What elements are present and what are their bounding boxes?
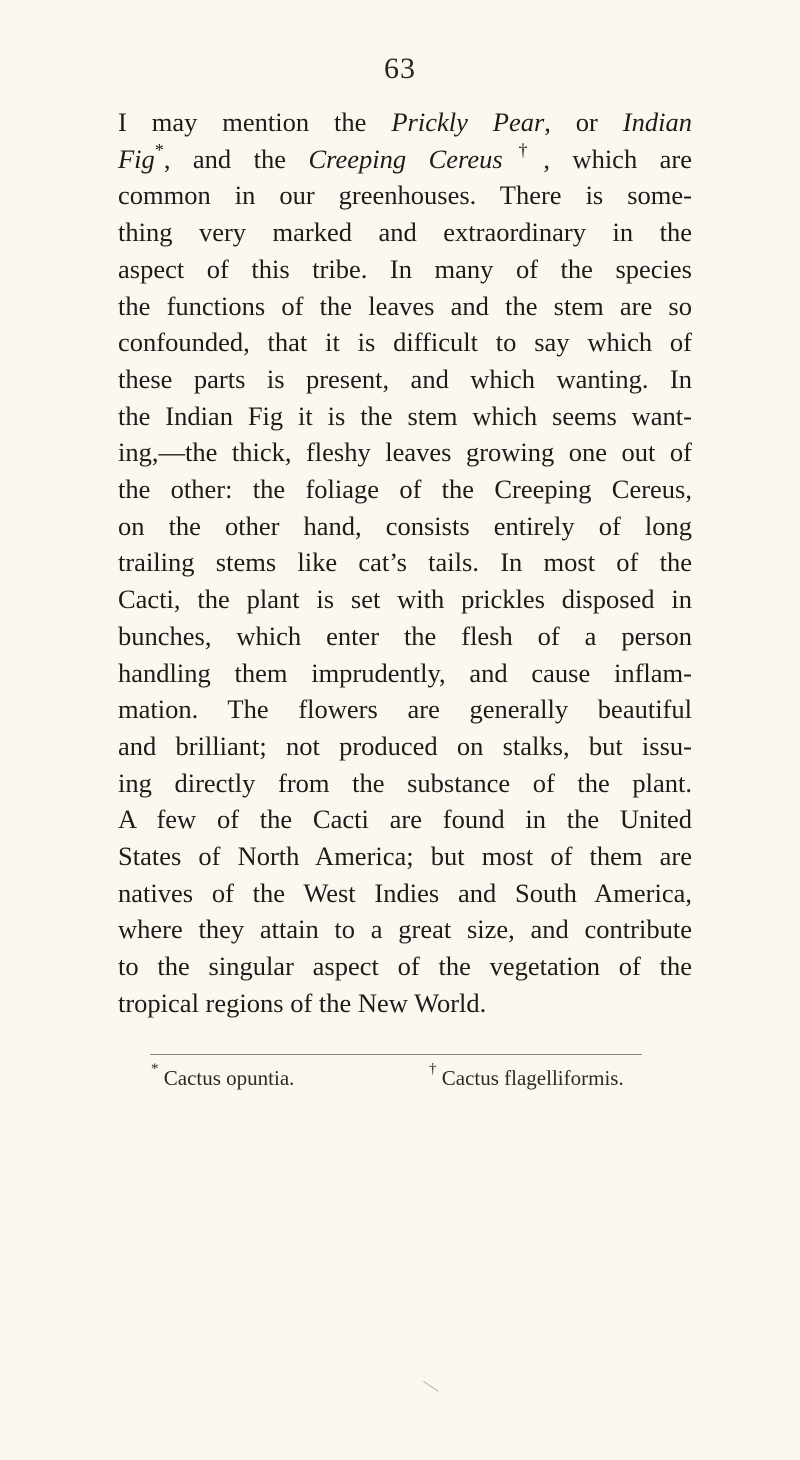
text-line-19: ing directly from the substance of the plant. [118, 767, 692, 798]
footnote-cactus-opuntia [151, 1062, 294, 1094]
text-line-6: the functions of the leaves and the stem are so [118, 290, 692, 321]
text-line-7: confounded, that it is difficult to say which of [118, 327, 692, 358]
text-line-2 [118, 141, 692, 178]
text-line-17: mation. The flowers are generally beautiful [118, 694, 692, 725]
text-line-20: A few of the Cacti are found in the United [118, 804, 692, 835]
creeping-cereus-name: Creeping Cereus [308, 143, 503, 174]
indian-name: Indian [622, 107, 692, 137]
text-line-22: natives of the West Indies and South America, [118, 877, 692, 908]
footnote-ref-1: * [154, 139, 164, 160]
footnote-ref-2: † [502, 139, 544, 160]
text-line-11: the other: the foliage of the Creeping Cereus, [118, 474, 692, 505]
line-2-text-2: , which are [543, 143, 693, 174]
text-line-23: where they attain to a great size, and contribute [118, 914, 692, 945]
text-line-12: on the other hand, consists entirely of long [118, 510, 692, 541]
text-line-4: thing very marked and extraordinary in the [118, 217, 692, 248]
page-number: 63 [384, 52, 416, 85]
text-line-15: bunches, which enter the flesh of a person [118, 620, 692, 651]
main-paragraph [118, 104, 692, 1022]
text-line-25: tropical regions of the New World. [118, 987, 487, 1018]
line-1-text-2: , or [544, 107, 623, 137]
text-line-9: the Indian Fig it is the stem which seems want- [118, 400, 692, 431]
text-line-8: these parts is present, and which wanting. In [118, 363, 692, 394]
text-line-10: ing,—the thick, fleshy leaves growing one out of [118, 437, 692, 468]
prickly-pear-name: Prickly Pear [391, 107, 545, 137]
footnote-text-opuntia: Cactus opuntia. [158, 1066, 295, 1090]
line-1-text-1: I may mention the [118, 107, 392, 137]
footnote-mark-dagger: † [429, 1061, 437, 1077]
text-line-18: and brilliant; not produced on stalks, but issu- [118, 730, 692, 761]
text-line-5: aspect of this tribe. In many of the species [118, 253, 692, 284]
footnote-text-flagelliformis: Cactus flagelliformis. [436, 1066, 624, 1090]
text-line-24: to the singular aspect of the vegetation of the [118, 951, 692, 982]
footnote-cactus-flagelliformis [429, 1062, 624, 1094]
footnotes [151, 1062, 641, 1094]
text-line-3: common in our greenhouses. There is some- [118, 180, 692, 211]
text-line-21: States of North America; but most of them are [118, 841, 692, 872]
footnote-divider [150, 1054, 642, 1055]
fig-name: Fig [118, 143, 155, 174]
text-line-1 [118, 104, 692, 141]
text-line-14: Cacti, the plant is set with prickles disposed in [118, 584, 692, 615]
footnote-mark-asterisk: * [151, 1061, 159, 1077]
stray-ink-mark [417, 1381, 438, 1400]
text-line-16: handling them imprudently, and cause inflam- [118, 657, 692, 688]
text-line-13: trailing stems like cat’s tails. In most of the [118, 547, 692, 578]
line-2-text-1: , and the [163, 143, 309, 174]
